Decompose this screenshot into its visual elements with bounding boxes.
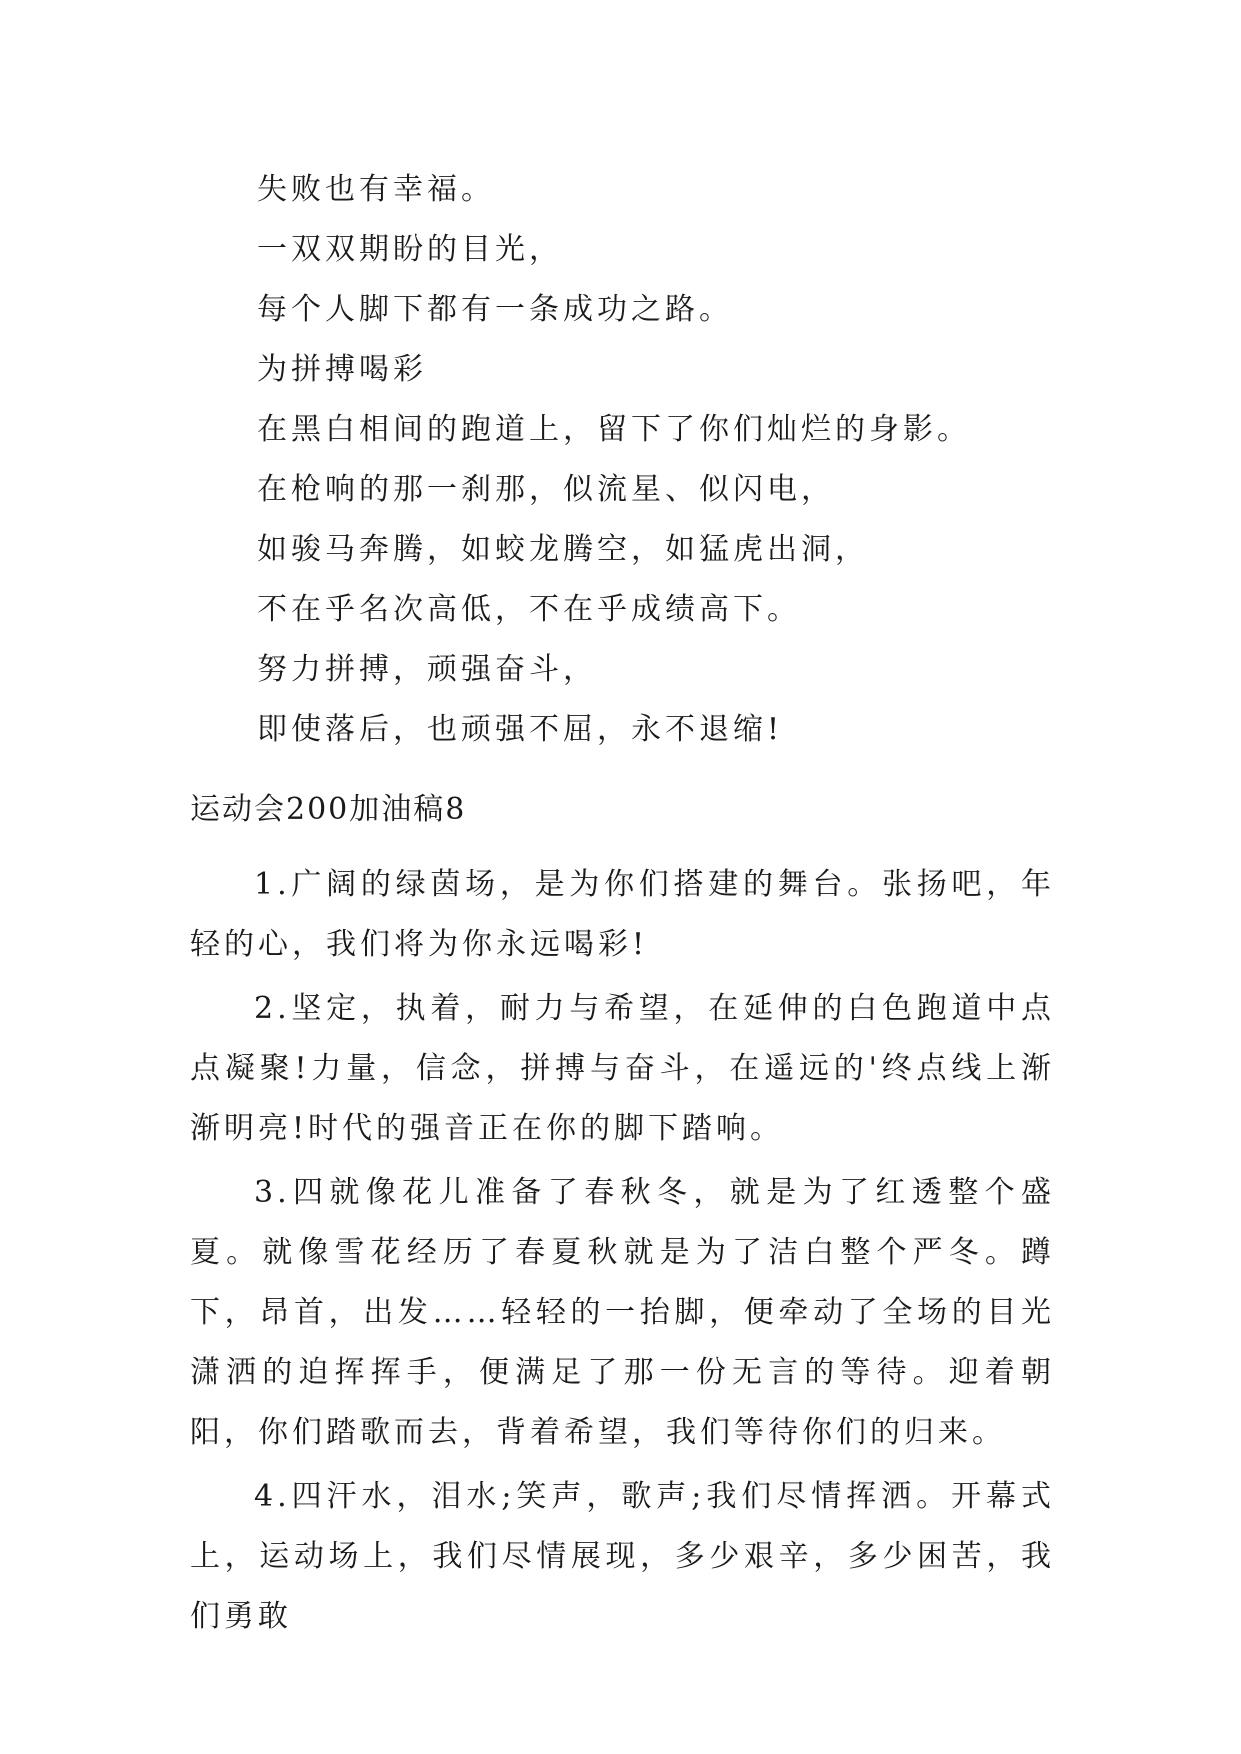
poem-line: 不在乎名次高低，不在乎成绩高下。 (257, 592, 801, 627)
poem-line: 每个人脚下都有一条成功之路。 (257, 292, 733, 327)
poem-line: 如骏马奔腾，如蛟龙腾空，如猛虎出洞， (257, 532, 869, 567)
poem-line: 失败也有幸福。 (257, 172, 495, 207)
poem-line: 一双双期盼的目光， (257, 232, 563, 267)
poem-line: 即使落后，也顽强不屈，永不退缩! (257, 712, 784, 747)
poem-block (257, 160, 1117, 760)
poem-line: 在枪响的那一刹那，似流星、似闪电， (257, 472, 835, 507)
poem-line: 为拼搏喝彩 (257, 352, 427, 387)
section-title: 运动会200加油稿8 (190, 792, 467, 827)
paragraph: 4.四汗水，泪水;笑声，歌声;我们尽情挥洒。开幕式上，运动场上，我们尽情展现，多少艰辛，多少困苦，我们勇敢 (190, 1479, 1055, 1634)
paragraph: 2.坚定，执着，耐力与希望，在延伸的白色跑道中点点凝聚!力量，信念，拼搏与奋斗，在遥远的'终点线上渐渐明亮!时代的强音正在你的脚下踏响。 (190, 991, 1055, 1146)
poem-line: 努力拼搏，顽强奋斗， (257, 652, 597, 687)
paragraph: 1.广阔的绿茵场，是为你们搭建的舞台。张扬吧，年轻的心，我们将为你永远喝彩! (190, 867, 1055, 962)
body-text (190, 855, 1055, 1651)
poem-line: 在黑白相间的跑道上，留下了你们灿烂的身影。 (257, 412, 971, 447)
paragraph: 3.四就像花儿准备了春秋冬，就是为了红透整个盛夏。就像雪花经历了春夏秋就是为了洁白整个严冬。蹲下，昂首，出发……轻轻的一抬脚，便牵动了全场的目光潇洒的迫挥挥手，便满足了那一份无言的等待。迎着朝阳，你们踏歌而去，背着希望，我们等待你们的归来。 (190, 1175, 1055, 1450)
